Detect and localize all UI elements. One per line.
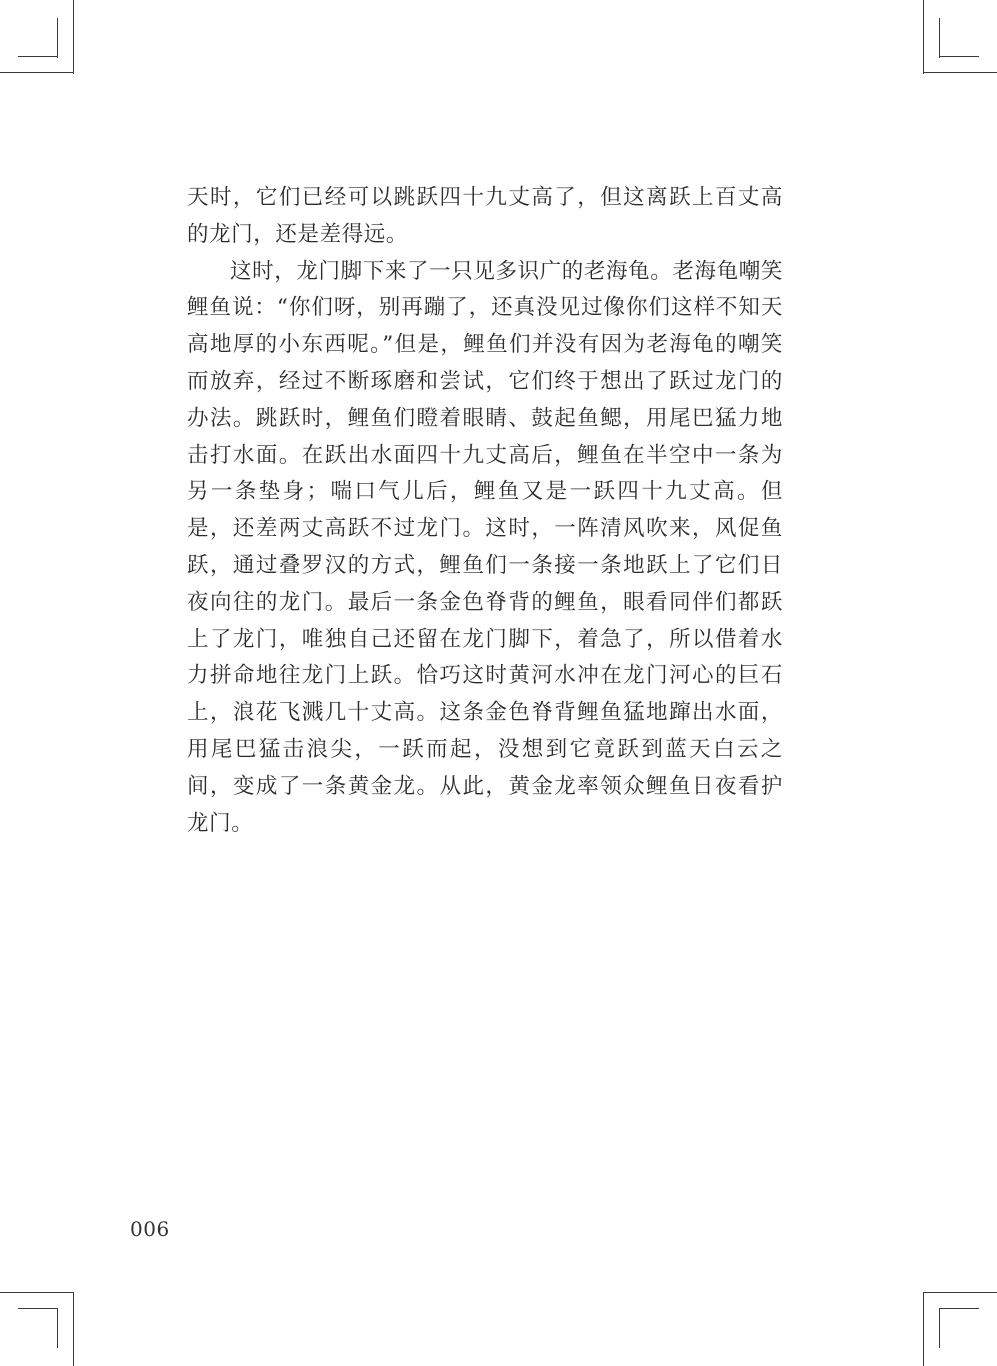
crop-mark-top-right-horizontal-inner bbox=[939, 56, 979, 57]
crop-mark-bottom-right-horizontal bbox=[923, 1292, 997, 1293]
crop-mark-top-left-horizontal bbox=[0, 72, 74, 73]
paragraph-continuation: 天时，它们已经可以跳跃四十九丈高了，但这离跃上百丈高的龙门，还是差得远。 bbox=[187, 185, 783, 247]
crop-mark-bottom-right-vertical-inner bbox=[939, 1308, 940, 1348]
crop-mark-top-right-vertical bbox=[923, 0, 924, 74]
crop-mark-bottom-left-vertical bbox=[73, 1292, 74, 1366]
body-text bbox=[187, 180, 783, 842]
crop-mark-bottom-left-horizontal-inner bbox=[18, 1308, 58, 1309]
crop-mark-bottom-left-vertical-inner bbox=[57, 1308, 58, 1348]
crop-mark-bottom-right-horizontal-inner bbox=[939, 1308, 979, 1309]
crop-mark-bottom-left-horizontal bbox=[0, 1292, 74, 1293]
paragraph: 这时，龙门脚下来了一只见多识广的老海龟。老海龟嘲笑鲤鱼说：“你们呀，别再蹦了，还真没见过像你们这样不知天高地厚的小东西呢。”但是，鲤鱼们并没有因为老海龟的嘲笑而放弃，经过不断琢磨和尝试，它们终于想出了跃过龙门的办法。跳跃时，鲤鱼们瞪着眼睛、鼓起鱼鳃，用尾巴猛力地击打水面。在跃出水面四十九丈高后，鲤鱼在半空中一条为另一条垫身；喘口气儿后，鲤鱼又是一跃四十九丈高。但是，还差两丈高跃不过龙门。这时，一阵清风吹来，风促鱼跃，通过叠罗汉的方式，鲤鱼们一条接一条地跃上了它们日夜向往的龙门。最后一条金色脊背的鲤鱼，眼看同伴们都跃上了龙门，唯独自己还留在龙门脚下，着急了，所以借着水力拼命地往龙门上跃。恰巧这时黄河水冲在龙门河心的巨石上，浪花飞溅几十丈高。这条金色脊背鲤鱼猛地蹿出水面，用尾巴猛击浪尖，一跃而起，没想到它竟跃到蓝天白云之间，变成了一条黄金龙。从此，黄金龙率领众鲤鱼日夜看护龙门。 bbox=[187, 258, 783, 836]
crop-mark-top-left-vertical bbox=[73, 0, 74, 74]
crop-mark-top-left-vertical-inner bbox=[57, 18, 58, 58]
crop-mark-top-left-horizontal-inner bbox=[18, 56, 58, 57]
page-number: 006 bbox=[130, 1217, 170, 1241]
crop-mark-bottom-right-vertical bbox=[923, 1292, 924, 1366]
crop-mark-top-right-horizontal bbox=[923, 72, 997, 73]
crop-mark-top-right-vertical-inner bbox=[939, 18, 940, 58]
